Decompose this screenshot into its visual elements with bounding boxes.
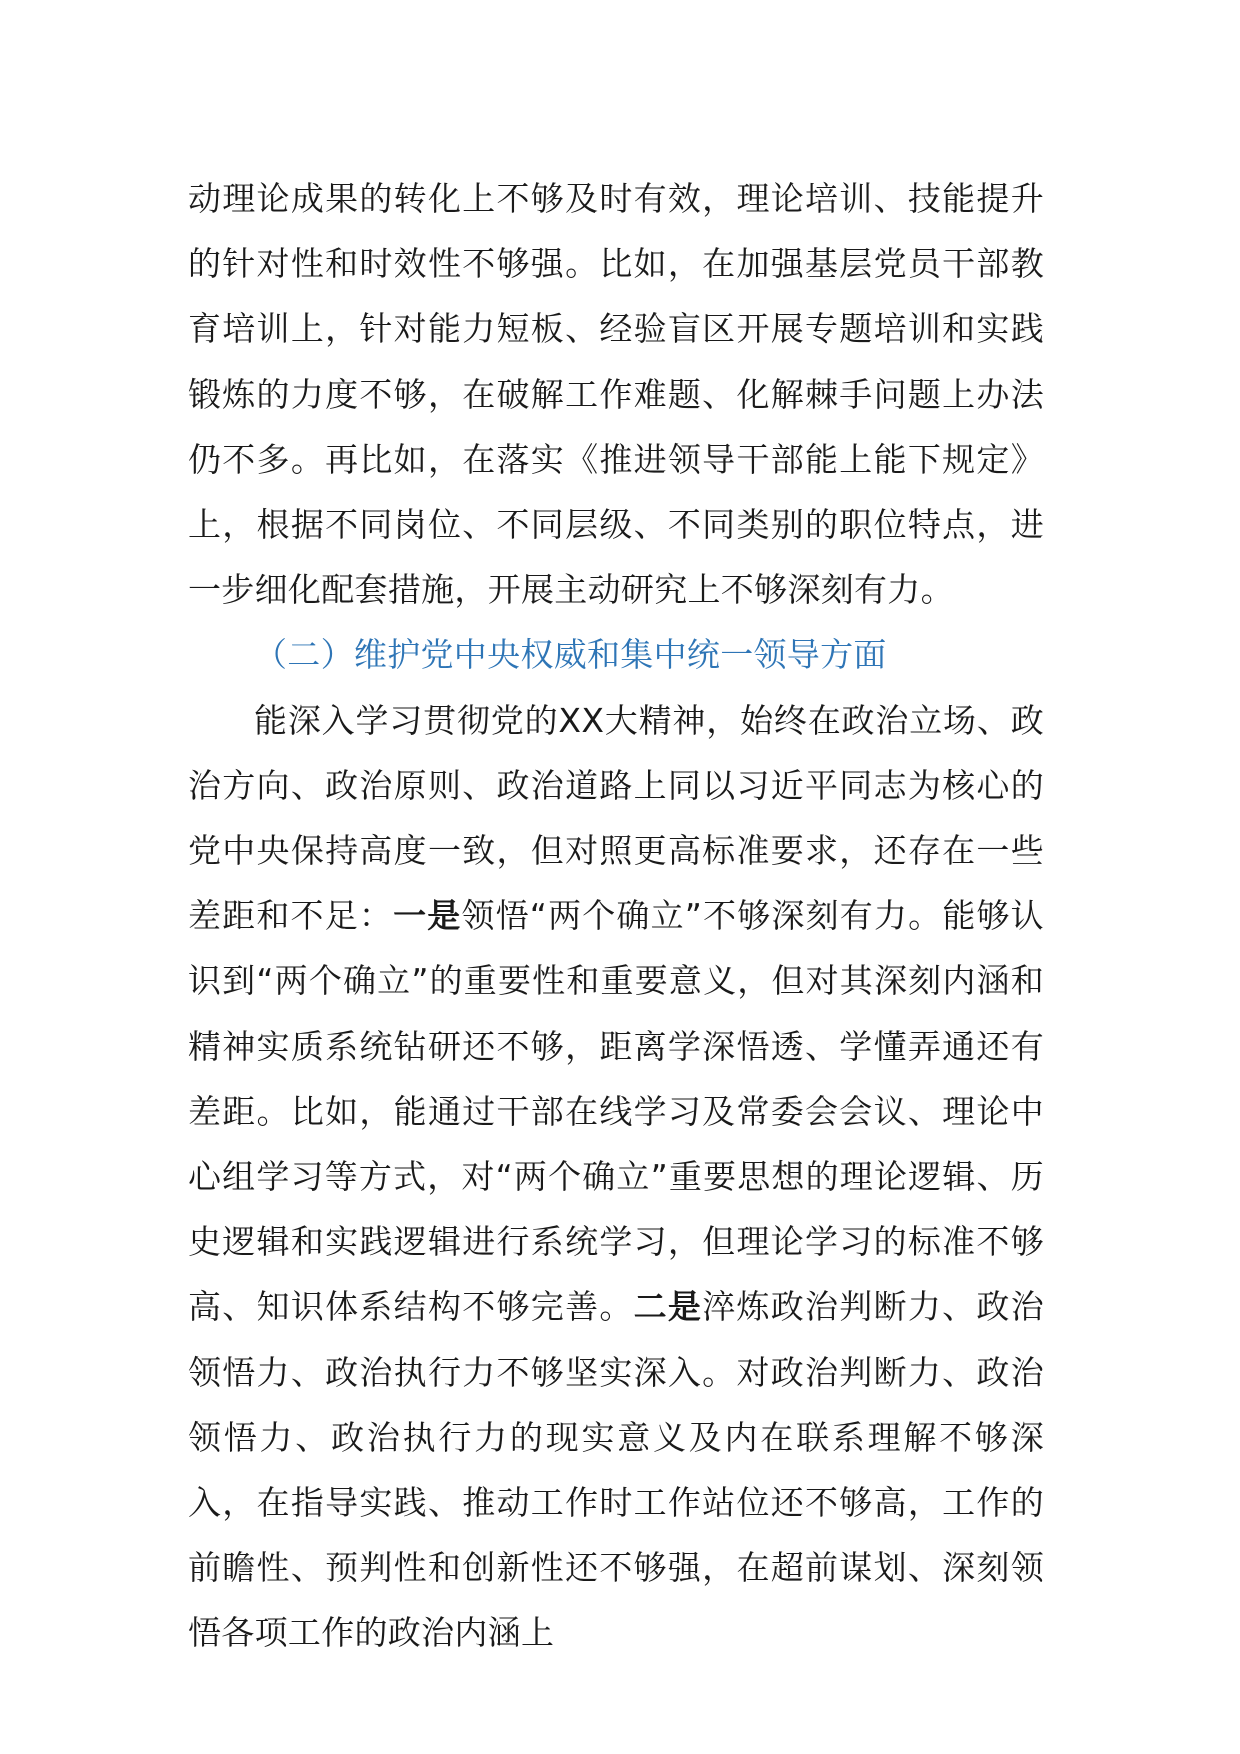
paragraph-intro: 能深入学习贯彻党的XX大精神，始终在政治立场、政治方向、政治原则、政治道路上同以习近平同志为核心的党中央保持高度一致，但对照更高标准要求，还存在一些差距和不足：	[188, 700, 1044, 936]
point-1-text: 领悟“两个确立”不够深刻有力。能够认识到“两个确立”的重要性和重要意义，但对其深刻内涵和精神实质系统钻研还不够，距离学深悟透、学懂弄通还有差距。比如，能通过干部在线学习及常委会会议、理论中心组学习等方式，对“两个确立”重要思想的理论逻辑、历史逻辑和实践逻辑进行系统学习，但理论学习的标准不够高、知识体系结构不够完善。	[188, 896, 1044, 1327]
point-1-label: 一是	[393, 896, 462, 936]
point-2-text: 淬炼政治判断力、政治领悟力、政治执行力不够坚实深入。对政治判断力、政治领悟力、政治执行力的现实意义及内在联系理解不够深入，在指导实践、推动工作时工作站位还不够高，工作的前瞻性、预判性和创新性还不够强，在超前谋划、深刻领悟各项工作的政治内涵上	[188, 1287, 1044, 1653]
paragraph-section-2	[188, 688, 1044, 1666]
paragraph-continued: 动理论成果的转化上不够及时有效，理论培训、技能提升的针对性和时效性不够强。比如，在加强基层党员干部教育培训上，针对能力短板、经验盲区开展专题培训和实践锻炼的力度不够，在破解工作难题、化解棘手问题上办法仍不多。再比如，在落实《推进领导干部能上能下规定》上，根据不同岗位、不同层级、不同类别的职位特点，进一步细化配套措施，开展主动研究上不够深刻有力。	[188, 179, 1044, 610]
point-2-label: 二是	[633, 1287, 703, 1327]
section-heading: （二）维护党中央权威和集中统一领导方面	[254, 635, 887, 675]
document-body	[188, 166, 1044, 1666]
